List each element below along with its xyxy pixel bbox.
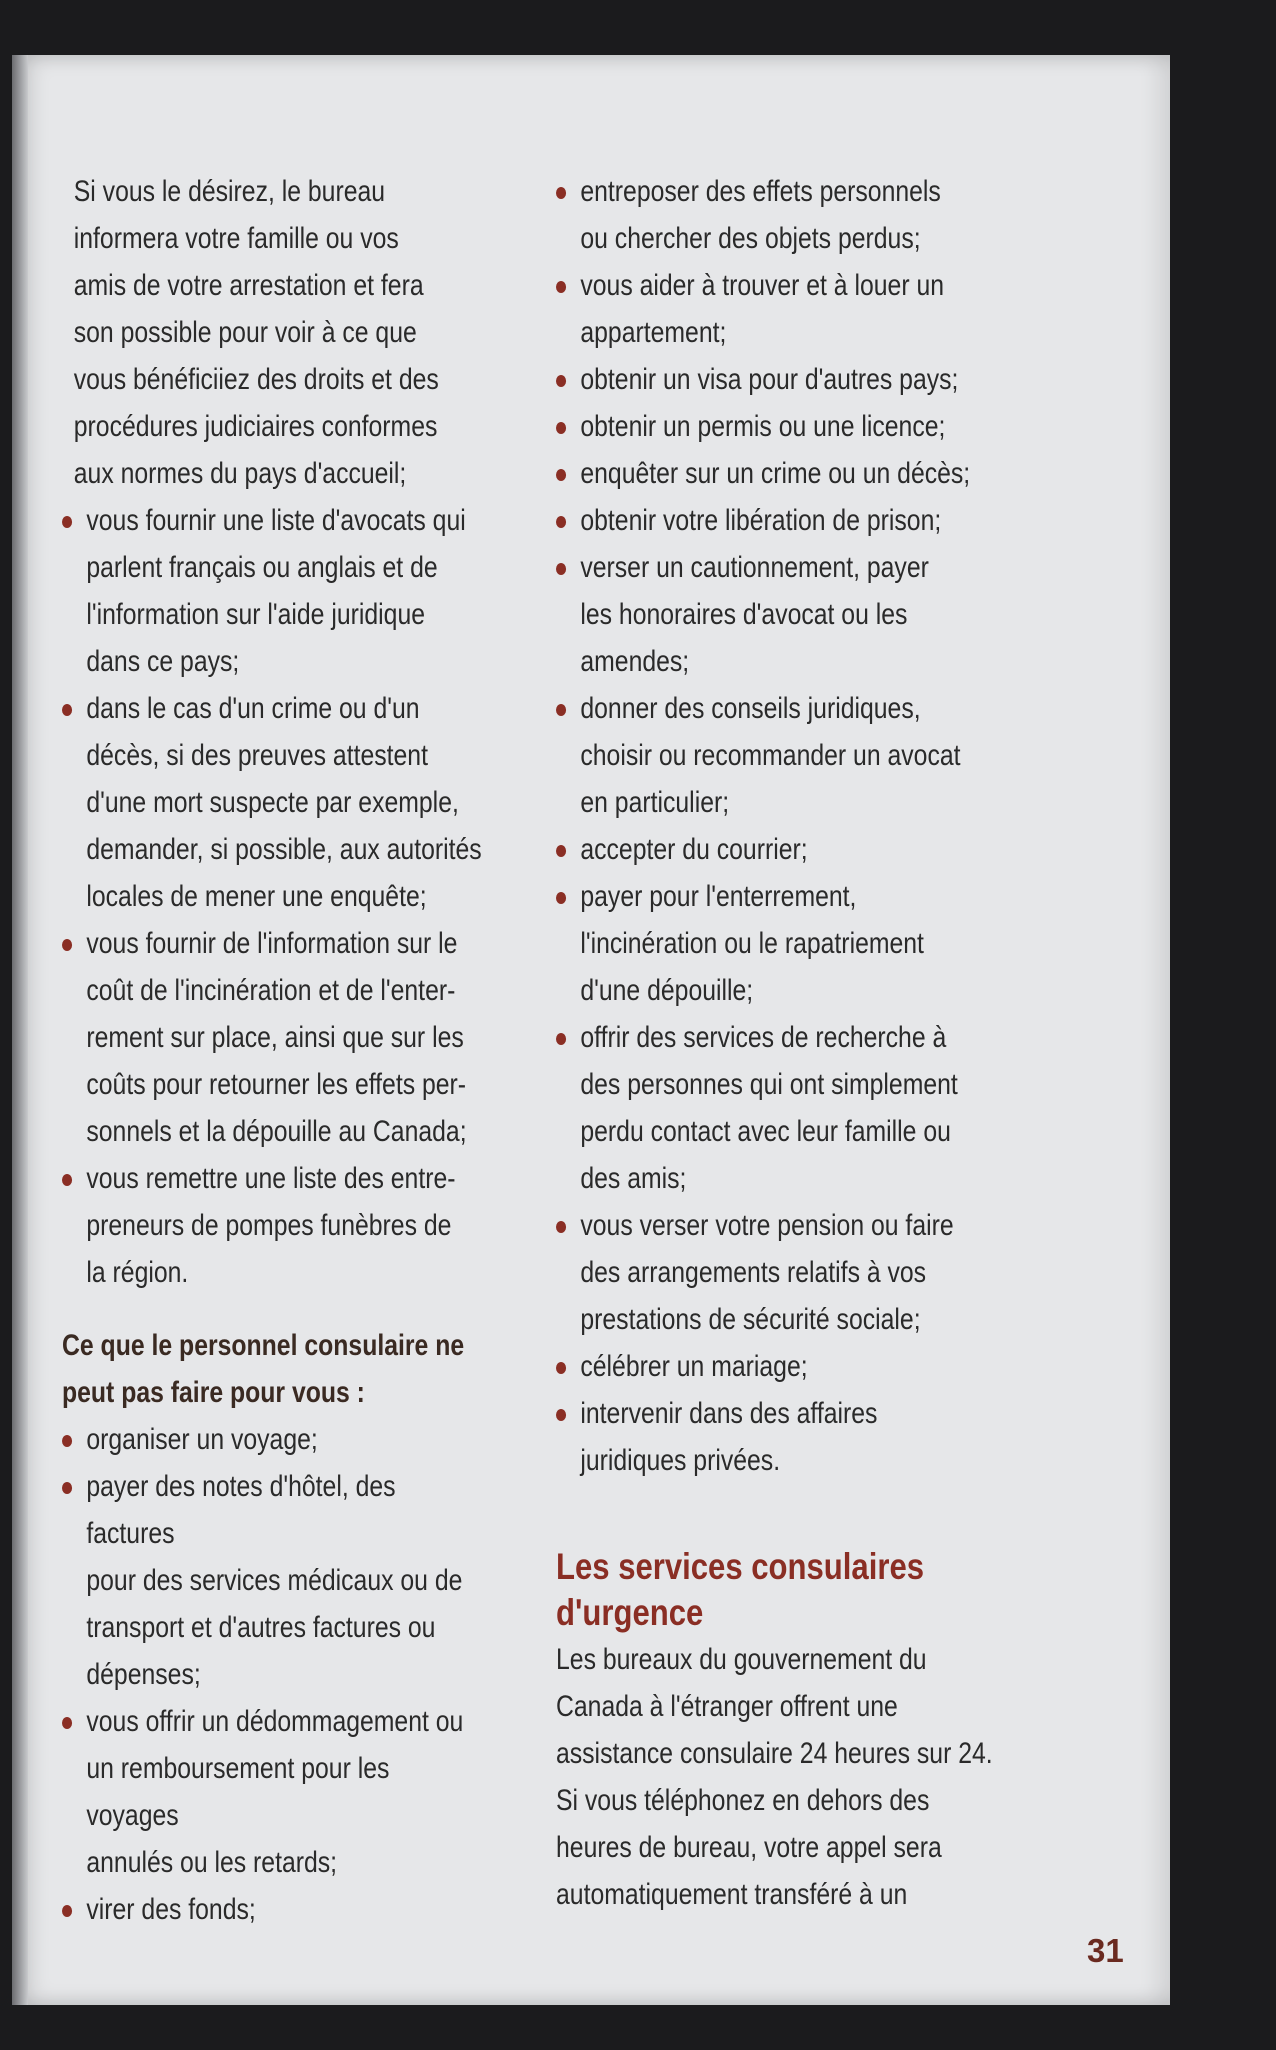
text-line: organiser un voyage; <box>86 1423 318 1456</box>
list-item <box>62 1463 486 1698</box>
emergency-services-paragraph <box>556 1636 993 1918</box>
list-item <box>62 685 486 920</box>
text-line: vous offrir un dédommagement ou <box>86 1705 464 1738</box>
text-line: des arrangements relatifs à vos <box>580 1256 927 1289</box>
text-line: coût de l'incinération et de l'enter- <box>86 974 456 1007</box>
text-line: virer des fonds; <box>86 1893 256 1926</box>
text-line: célébrer un mariage; <box>580 1350 808 1383</box>
left-column <box>62 168 486 1933</box>
list-item <box>62 1886 486 1933</box>
list-item <box>556 1202 993 1343</box>
text-line: intervenir dans des affaires <box>580 1397 878 1430</box>
text-line: un remboursement pour les voyages <box>86 1752 390 1832</box>
text-line: Canada à l'étranger offrent une <box>556 1690 898 1723</box>
list-item <box>556 450 993 497</box>
list-item <box>556 403 993 450</box>
list-item <box>62 1155 486 1296</box>
list-item <box>556 262 993 356</box>
intro-paragraph <box>62 168 486 497</box>
text-line: amendes; <box>580 645 690 678</box>
text-line: verser un cautionnement, payer <box>580 551 929 584</box>
text-line: heures de bureau, votre appel sera <box>556 1831 942 1864</box>
text-line: vous fournir de l'information sur le <box>86 927 458 960</box>
can-do-list <box>62 497 486 1296</box>
text-line: l'information sur l'aide juridique <box>86 598 426 631</box>
text-line: entreposer des effets personnels <box>580 175 941 208</box>
text-line: parlent français ou anglais et de <box>86 551 438 584</box>
text-line: dépenses; <box>86 1658 201 1691</box>
text-line: Si vous téléphonez en dehors des <box>556 1784 930 1817</box>
text-line: dans le cas d'un crime ou d'un <box>86 692 420 725</box>
cannot-do-list-continued <box>556 168 993 1484</box>
list-item <box>556 356 993 403</box>
text-line: peut pas faire pour vous : <box>62 1376 365 1409</box>
text-line: des amis; <box>580 1162 687 1195</box>
text-line: Si vous le désirez, le bureau <box>73 175 386 208</box>
list-item <box>556 1390 993 1484</box>
text-line: d'une dépouille; <box>580 974 754 1007</box>
text-line: vous aider à trouver et à louer un <box>580 269 945 302</box>
text-line: appartement; <box>580 316 727 349</box>
text-line: payer des notes d'hôtel, des factures <box>86 1470 396 1550</box>
list-item <box>62 1416 486 1463</box>
list-item <box>556 1343 993 1390</box>
text-line: aux normes du pays d'accueil; <box>73 457 407 490</box>
text-line: preneurs de pompes funèbres de <box>86 1209 452 1242</box>
text-line: assistance consulaire 24 heures sur 24. <box>556 1737 993 1770</box>
text-line: offrir des services de recherche à <box>580 1021 947 1054</box>
text-line: prestations de sécurité sociale; <box>580 1303 921 1336</box>
list-item <box>62 497 486 685</box>
text-line: les honoraires d'avocat ou les <box>580 598 908 631</box>
list-item <box>556 826 993 873</box>
page-spine-shadow <box>12 55 28 2005</box>
text-line: perdu contact avec leur famille ou <box>580 1115 951 1148</box>
booklet-page <box>12 55 1170 2005</box>
text-line: rement sur place, ainsi que sur les <box>86 1021 464 1054</box>
text-line: obtenir un visa pour d'autres pays; <box>580 363 959 396</box>
text-line: obtenir votre libération de prison; <box>580 504 942 537</box>
list-item <box>62 1698 486 1886</box>
text-line: payer pour l'enterrement, <box>580 880 857 913</box>
text-line: vous bénéficiiez des droits et des <box>73 363 439 396</box>
text-line: juridiques privées. <box>580 1444 781 1477</box>
list-item <box>556 873 993 1014</box>
text-line: coûts pour retourner les effets per- <box>86 1068 467 1101</box>
text-line: choisir ou recommander un avocat <box>580 739 961 772</box>
list-item <box>556 497 993 544</box>
text-line: l'incinération ou le rapatriement <box>580 927 924 960</box>
page-number: 31 <box>1087 1932 1124 1969</box>
text-line: Les services consulaires <box>556 1546 925 1587</box>
text-line: des personnes qui ont simplement <box>580 1068 958 1101</box>
list-item <box>556 685 993 826</box>
text-line: d'une mort suspecte par exemple, <box>86 786 459 819</box>
text-line: transport et d'autres factures ou <box>86 1611 436 1644</box>
text-line: son possible pour voir à ce que <box>73 316 417 349</box>
text-line: locales de mener une enquête; <box>86 880 427 913</box>
text-line: amis de votre arrestation et fera <box>73 269 424 302</box>
text-line: procédures judiciaires conformes <box>73 410 438 443</box>
text-line: vous fournir une liste d'avocats qui <box>86 504 466 537</box>
text-line: vous verser votre pension ou faire <box>580 1209 954 1242</box>
text-line: informera votre famille ou vos <box>73 222 399 255</box>
text-line: sonnels et la dépouille au Canada; <box>86 1115 467 1148</box>
list-item <box>556 544 993 685</box>
list-item <box>556 1014 993 1202</box>
text-line: vous remettre une liste des entre- <box>86 1162 456 1195</box>
text-line: pour des services médicaux ou de <box>86 1564 463 1597</box>
list-item <box>556 168 993 262</box>
cannot-do-list <box>62 1416 486 1933</box>
text-line: demander, si possible, aux autorités <box>86 833 482 866</box>
text-line: décès, si des preuves attestent <box>86 739 428 772</box>
emergency-services-heading <box>556 1544 993 1636</box>
text-line: ou chercher des objets perdus; <box>580 222 921 255</box>
text-line: accepter du courrier; <box>580 833 808 866</box>
text-line: enquêter sur un crime ou un décès; <box>580 457 971 490</box>
text-line: en particulier; <box>580 786 730 819</box>
text-line: d'urgence <box>556 1592 704 1633</box>
text-line: annulés ou les retards; <box>86 1846 338 1879</box>
text-line: Ce que le personnel consulaire ne <box>62 1329 465 1362</box>
list-item <box>62 920 486 1155</box>
text-line: automatiquement transféré à un <box>556 1878 908 1911</box>
right-column <box>556 168 993 1918</box>
text-line: Les bureaux du gouvernement du <box>556 1643 927 1676</box>
text-line: la région. <box>86 1256 189 1289</box>
cannot-do-heading <box>62 1322 486 1416</box>
text-line: dans ce pays; <box>86 645 240 678</box>
text-line: obtenir un permis ou une licence; <box>580 410 946 443</box>
text-line: donner des conseils juridiques, <box>580 692 921 725</box>
